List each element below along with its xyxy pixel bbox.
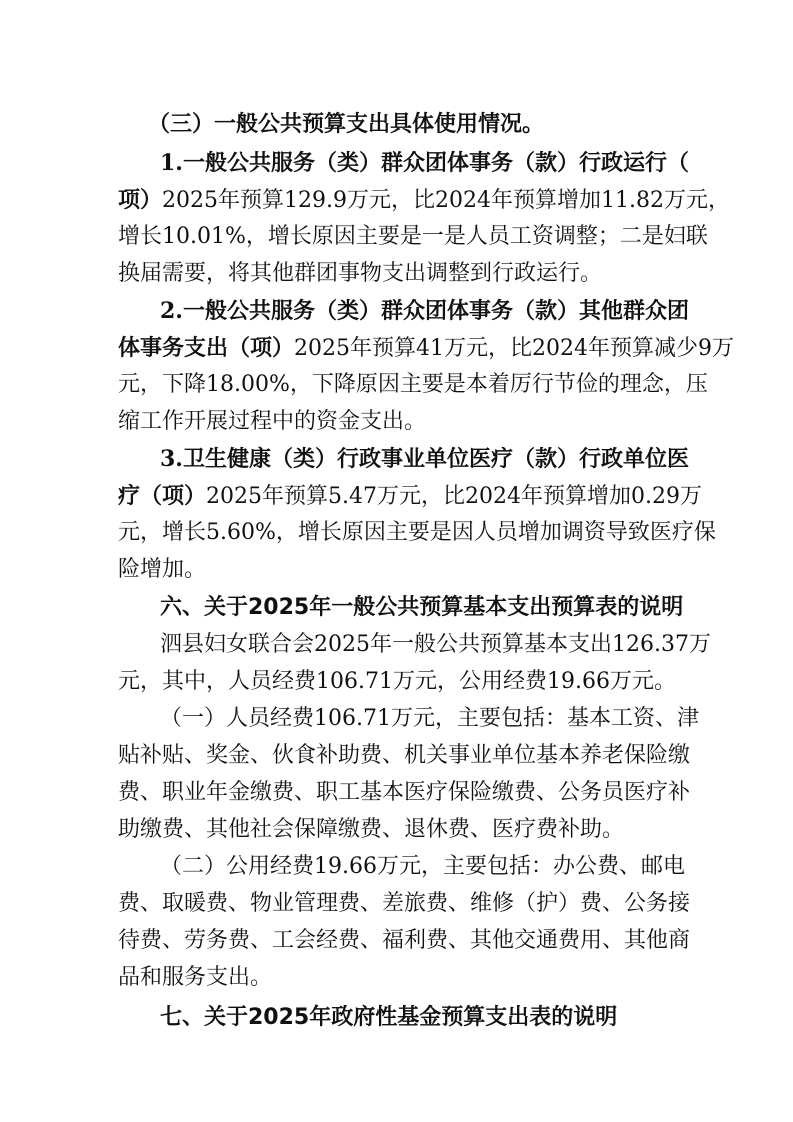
item-1-text: 2025年预算129.9万元，比2024年预算增加11.82万元， [162,188,730,213]
section-6-para-1-line-2: 元，其中，人员经费106.71万元，公用经费19.66万元。 [118,669,676,694]
public-fund-para-line-4: 品和服务支出。 [118,965,273,990]
section-6-heading: 六、关于2025年一般公共预算基本支出预算表的说明 [160,595,684,620]
item-3-text: 2025年预算5.47万元，比2024年预算增加0.29万 [206,484,702,509]
item-2-line-1: 2.一般公共服务（类）群众团体事务（款）其他群众团 [160,298,689,324]
item-2-line-4: 缩工作开展过程中的资金支出。 [118,409,427,434]
item-3-heading-tail: 疗（项） [118,483,207,509]
item-3-line-4: 险增加。 [118,557,207,582]
section-7-heading: 七、关于2025年政府性基金预算支出表的说明 [160,1005,618,1030]
item-2-text: 2025年预算41万元，比2024年预算减少9万 [294,336,734,361]
item-1-line-2 [118,182,730,218]
item-3-line-1: 3.卫生健康（类）行政事业单位医疗（款）行政单位医 [160,446,689,472]
item-1-line-4: 换届需要，将其他群团事物支出调整到行政运行。 [118,261,603,286]
item-2-heading-tail: 体事务支出（项） [118,335,295,361]
personnel-para-line-1: （一）人员经费106.71万元，主要包括：基本工资、津 [160,706,699,731]
item-1-heading-tail: 项） [118,187,163,213]
public-fund-para-line-1: （二）公用经费19.66万元，主要包括：办公费、邮电 [160,854,685,879]
personnel-para-line-4: 助缴费、其他社会保障缴费、退休费、医疗费补助。 [118,817,625,842]
item-1-line-1: 1.一般公共服务（类）群众团体事务（款）行政运行（ [160,150,689,176]
item-2-line-2 [118,330,734,366]
section-3-heading: （三）一般公共预算支出具体使用情况。 [148,111,545,137]
item-2-line-3: 元，下降18.00%，下降原因主要是本着厉行节俭的理念，压 [118,372,708,397]
personnel-para-line-2: 贴补贴、奖金、伙食补助费、机关事业单位基本养老保险缴 [118,743,691,768]
section-6-para-1-line-1: 泗县妇女联合会2025年一般公共预算基本支出126.37万 [160,632,711,657]
item-3-line-3: 元，增长5.60%，增长原因主要是因人员增加调资导致医疗保 [118,520,716,545]
personnel-para-line-3: 费、职业年金缴费、职工基本医疗保险缴费、公务员医疗补 [118,780,691,805]
public-fund-para-line-2: 费、取暖费、物业管理费、差旅费、维修（护）费、公务接 [118,891,691,916]
item-3-line-2 [118,478,702,514]
public-fund-para-line-3: 待费、劳务费、工会经费、福利费、其他交通费用、其他商 [118,928,691,953]
item-1-line-3: 增长10.01%，增长原因主要是一是人员工资调整；二是妇联 [118,224,708,249]
